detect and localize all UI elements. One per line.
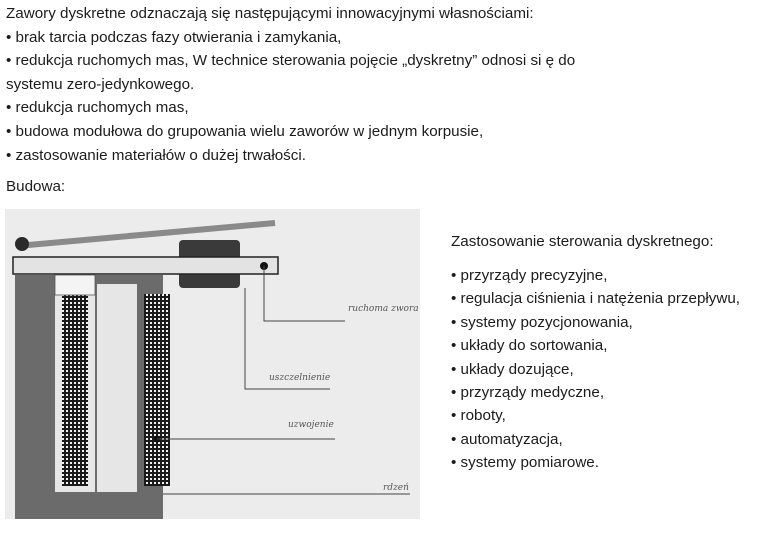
list-item: • układy do sortowania, [451,334,766,357]
list-item: • systemy pozycjonowania, [451,311,766,334]
budowa-heading: Budowa: [6,178,66,195]
list-item: • przyrządy medyczne, [451,381,766,404]
label-ruchoma-zwora: ruchoma zwora [348,304,419,314]
armature-bar [13,257,278,274]
applications-list [451,264,766,475]
pivot-point [15,237,29,251]
seal [55,275,95,295]
intro-line: • zastosowanie materiałów o dużej trwałości. [6,146,306,164]
valve-diagram [5,209,420,519]
list-item: • automatyzacja, [451,428,766,451]
list-item: • przyrządy precyzyjne, [451,264,766,287]
core-cap [97,275,163,284]
intro-line: systemu zero-jedynkowego. [6,75,195,93]
coil-right [144,294,170,486]
intro-line: Zawory dyskretne odznaczają się następującymi innowacyjnymi własnościami: [6,5,534,22]
list-item: • układy dozujące, [451,358,766,381]
intro-text [6,2,766,167]
applications-section [451,230,766,475]
intro-line: • budowa modułowa do grupowania wielu zaworów w jednym korpusie, [6,122,484,140]
list-item: • regulacja ciśnienia i natężenia przepływu, [451,287,766,310]
intro-line: • redukcja ruchomych mas, W technice sterowania pojęcie „dyskretny” odnosi si ę do [6,52,576,70]
label-rdzen: rdzeń [383,483,409,493]
intro-line: • brak tarcia podczas fazy otwierania i zamykania, [6,28,342,46]
label-uszczelnienie: uszczelnienie [269,373,331,383]
core-slot-right [97,275,137,492]
applications-title: Zastosowanie sterowania dyskretnego: [451,233,714,250]
coil-left [62,294,88,486]
intro-line: • redukcja ruchomych mas, [6,99,189,117]
label-uzwojenie: uzwojenie [288,420,334,430]
core-center [95,275,97,495]
list-item: • roboty, [451,404,766,427]
list-item: • systemy pomiarowe. [451,451,766,474]
